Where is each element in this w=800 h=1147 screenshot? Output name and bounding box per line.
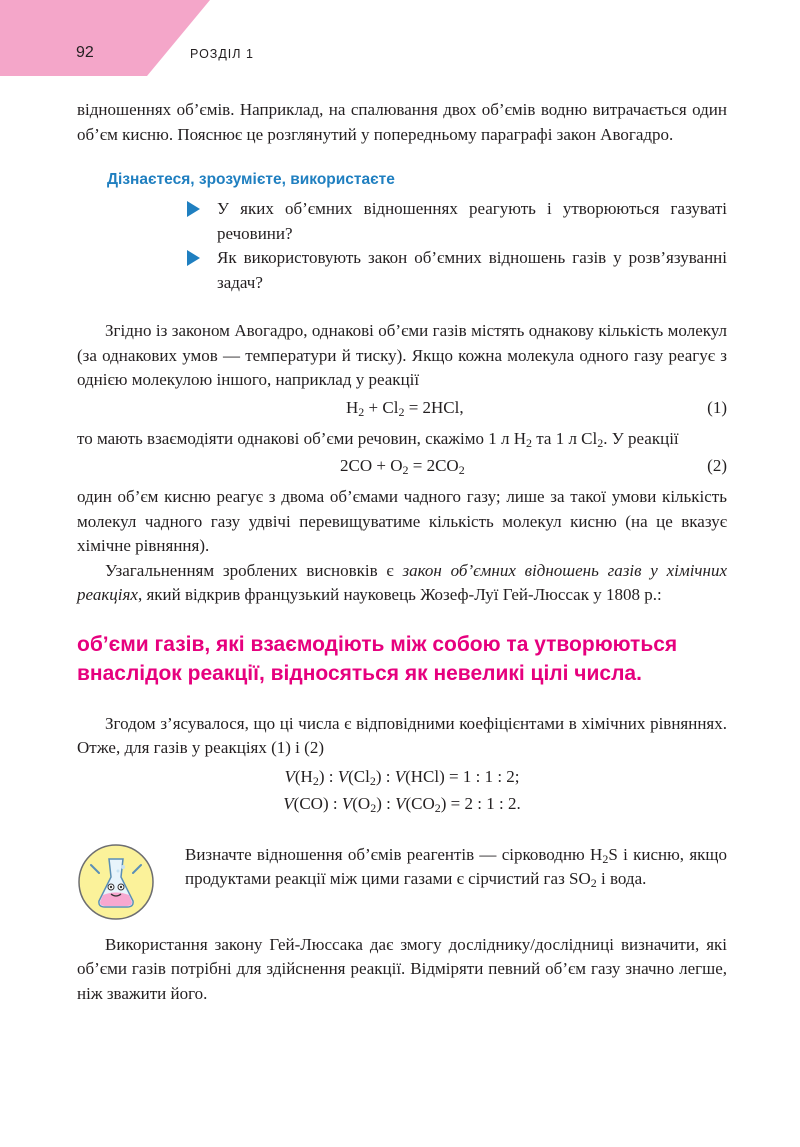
volume-ratios [77, 763, 727, 817]
objective-item [185, 197, 727, 246]
paragraph-4: один об’єм кисню реагує з двома об’ємами чадного газу; лише за такої умови кількість молекул чадного газу удвічі перевищуватиме кількість молекул кисню (на це вказує хімічне рівняння). [77, 487, 727, 555]
objective-item [185, 246, 727, 295]
law-name-italic: закон об’ємних відношень газів у хімічних реакціях [77, 560, 728, 604]
ratio-1: $V(H_2)$ : $V(Cl_2)$ : V(HCl) = 1 : 1 : 2; [284, 766, 520, 788]
objective-text: Як використовують закон об’ємних відношень газів у розв’язуванні задач? [217, 248, 727, 292]
triangle-bullet-icon [187, 250, 200, 266]
paragraph-7: Використання закону Гей-Люссака дає змогу досліднику/дослідниці визначити, які об’єми газів потрібні для здійснення реакції. Відміряти певний об’єм газу значно легше, ніж зважити його. [77, 934, 727, 1003]
task-text: Визначте відношення об’ємів реагентів — сірководню $H_2S$ і кисню, якщо продуктами реакції між цими газами є сірчистий газ $SO_2$ і вода. [185, 844, 727, 890]
equation-2-number: (2) [707, 456, 727, 475]
flask-mascot-icon [77, 843, 155, 921]
objective-text: У яких об’ємних відношеннях реагують і утворюються газуваті речовини? [217, 199, 727, 243]
paragraph-1: відношеннях об’ємів. Наприклад, на спалювання двох об’ємів водню витрачається один об’єм кисню. Пояснює це розглянутий у попередньому параграфі закон Авогадро. [77, 100, 727, 144]
equation-1-expression: $H_2 + Cl_2 = 2HCl$, [346, 397, 464, 419]
gay-lussac-law-statement: об’єми газів, які взаємодіють між собою та утворюються внаслідок реакції, відносяться як невеликі цілі числа. [77, 632, 678, 685]
paragraph-2: Згідно із законом Авогадро, однакові об’єми газів містять однакову кількість молекул (за однакових умов — температури й тиску). Якщо кожна молекула одного газу реагує з однією молекулою іншого, наприклад у реакції [77, 321, 727, 389]
equation-1 [77, 393, 727, 427]
paragraph-3: то мають взаємодіяти однакові об’єми речовин, скажімо 1 л $H_2$ та 1 л $Cl_2$. У реакції [77, 428, 679, 450]
equation-2-expression: $2CO + O_2 = 2CO_2$ [340, 456, 465, 477]
page-number: 92 [76, 44, 94, 61]
objectives-list [185, 197, 727, 295]
equation-2 [77, 451, 727, 485]
equation-1-number: (1) [707, 397, 727, 417]
section-label: РОЗДІЛ 1 [190, 47, 254, 61]
header-tab [0, 0, 210, 76]
paragraph-6: Згодом з’ясувалося, що ці числа є відповідними коефіцієнтами в хімічних рівняннях. Отже, для газів у реакціях (1) і (2) [77, 713, 727, 757]
section-subheading: Дізнаєтеся, зрозумієте, використаєте [107, 171, 395, 188]
page-content [77, 98, 727, 1006]
triangle-bullet-icon [187, 201, 200, 217]
task-block [77, 843, 727, 933]
paragraph-5: Узагальненням зроблених висновків є закон об’ємних відношень газів у хімічних реакціях, який відкрив французький науковець Жозеф-Луї Гей-Люссак у 1808 р.: [77, 560, 728, 604]
ratio-2: V(CO) : $V(O_2)$ : $V(CO_2) = 2$ : 1 : 2. [283, 793, 521, 815]
